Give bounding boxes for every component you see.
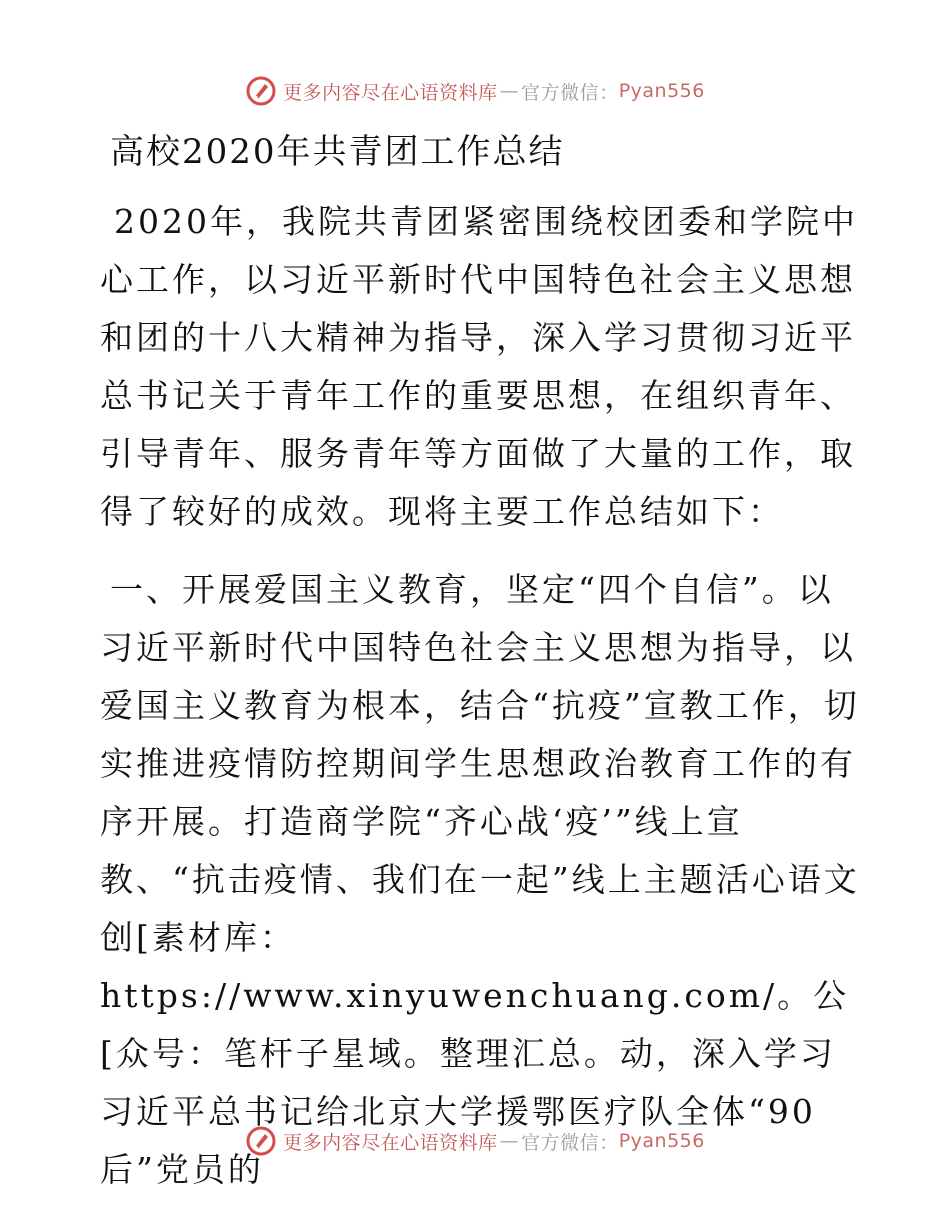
paragraph-section-one: 一、开展爱国主义教育，坚定“四个自信”。以习近平新时代中国特色社会主义思想为指导，以爱国主义教育为根本，结合“抗疫”宣教工作，切实推进疫情防控期间学生思想政治教育工作的有序开展。打造商学院“齐心战‘疫’”线上宣教、“抗击疫情、我们在一起”线上主题活心语文创[素材库：https://www.xinyuwenchuang.com/。公[众号：笔杆子星域。整理汇总。动，深入学习习近平总书记给北京大学援鄂医疗队全体“90后”党员的	[100, 570, 860, 1189]
watermark-wechat-id: Pyan556	[618, 80, 705, 102]
pen-nib-circle-icon	[245, 1125, 277, 1157]
watermark-header	[0, 71, 950, 111]
watermark-footer	[0, 1121, 950, 1161]
pen-nib-circle-icon	[245, 75, 277, 107]
watermark-wechat-id: Pyan556	[618, 1130, 705, 1152]
watermark-site-text: 更多内容尽在心语资料库	[283, 81, 498, 104]
paragraph-intro: 2020年，我院共青团紧密围绕校团委和学院中心工作，以习近平新时代中国特色社会主义思想和团的十八大精神为指导，深入学习贯彻习近平总书记关于青年工作的重要思想，在组织青年、引导青年、服务青年等方面做了大量的工作，取得了较好的成效。现将主要工作总结如下：	[100, 202, 858, 531]
watermark-site-text: 更多内容尽在心语资料库	[283, 1131, 498, 1154]
document-body	[100, 193, 860, 1199]
watermark-dash: —	[499, 1130, 520, 1152]
document-title: 高校2020年共青团工作总结	[110, 132, 565, 172]
watermark-dash: —	[499, 80, 520, 102]
watermark-official-label: 官方微信：	[521, 81, 619, 104]
watermark-official-label: 官方微信：	[521, 1131, 619, 1154]
